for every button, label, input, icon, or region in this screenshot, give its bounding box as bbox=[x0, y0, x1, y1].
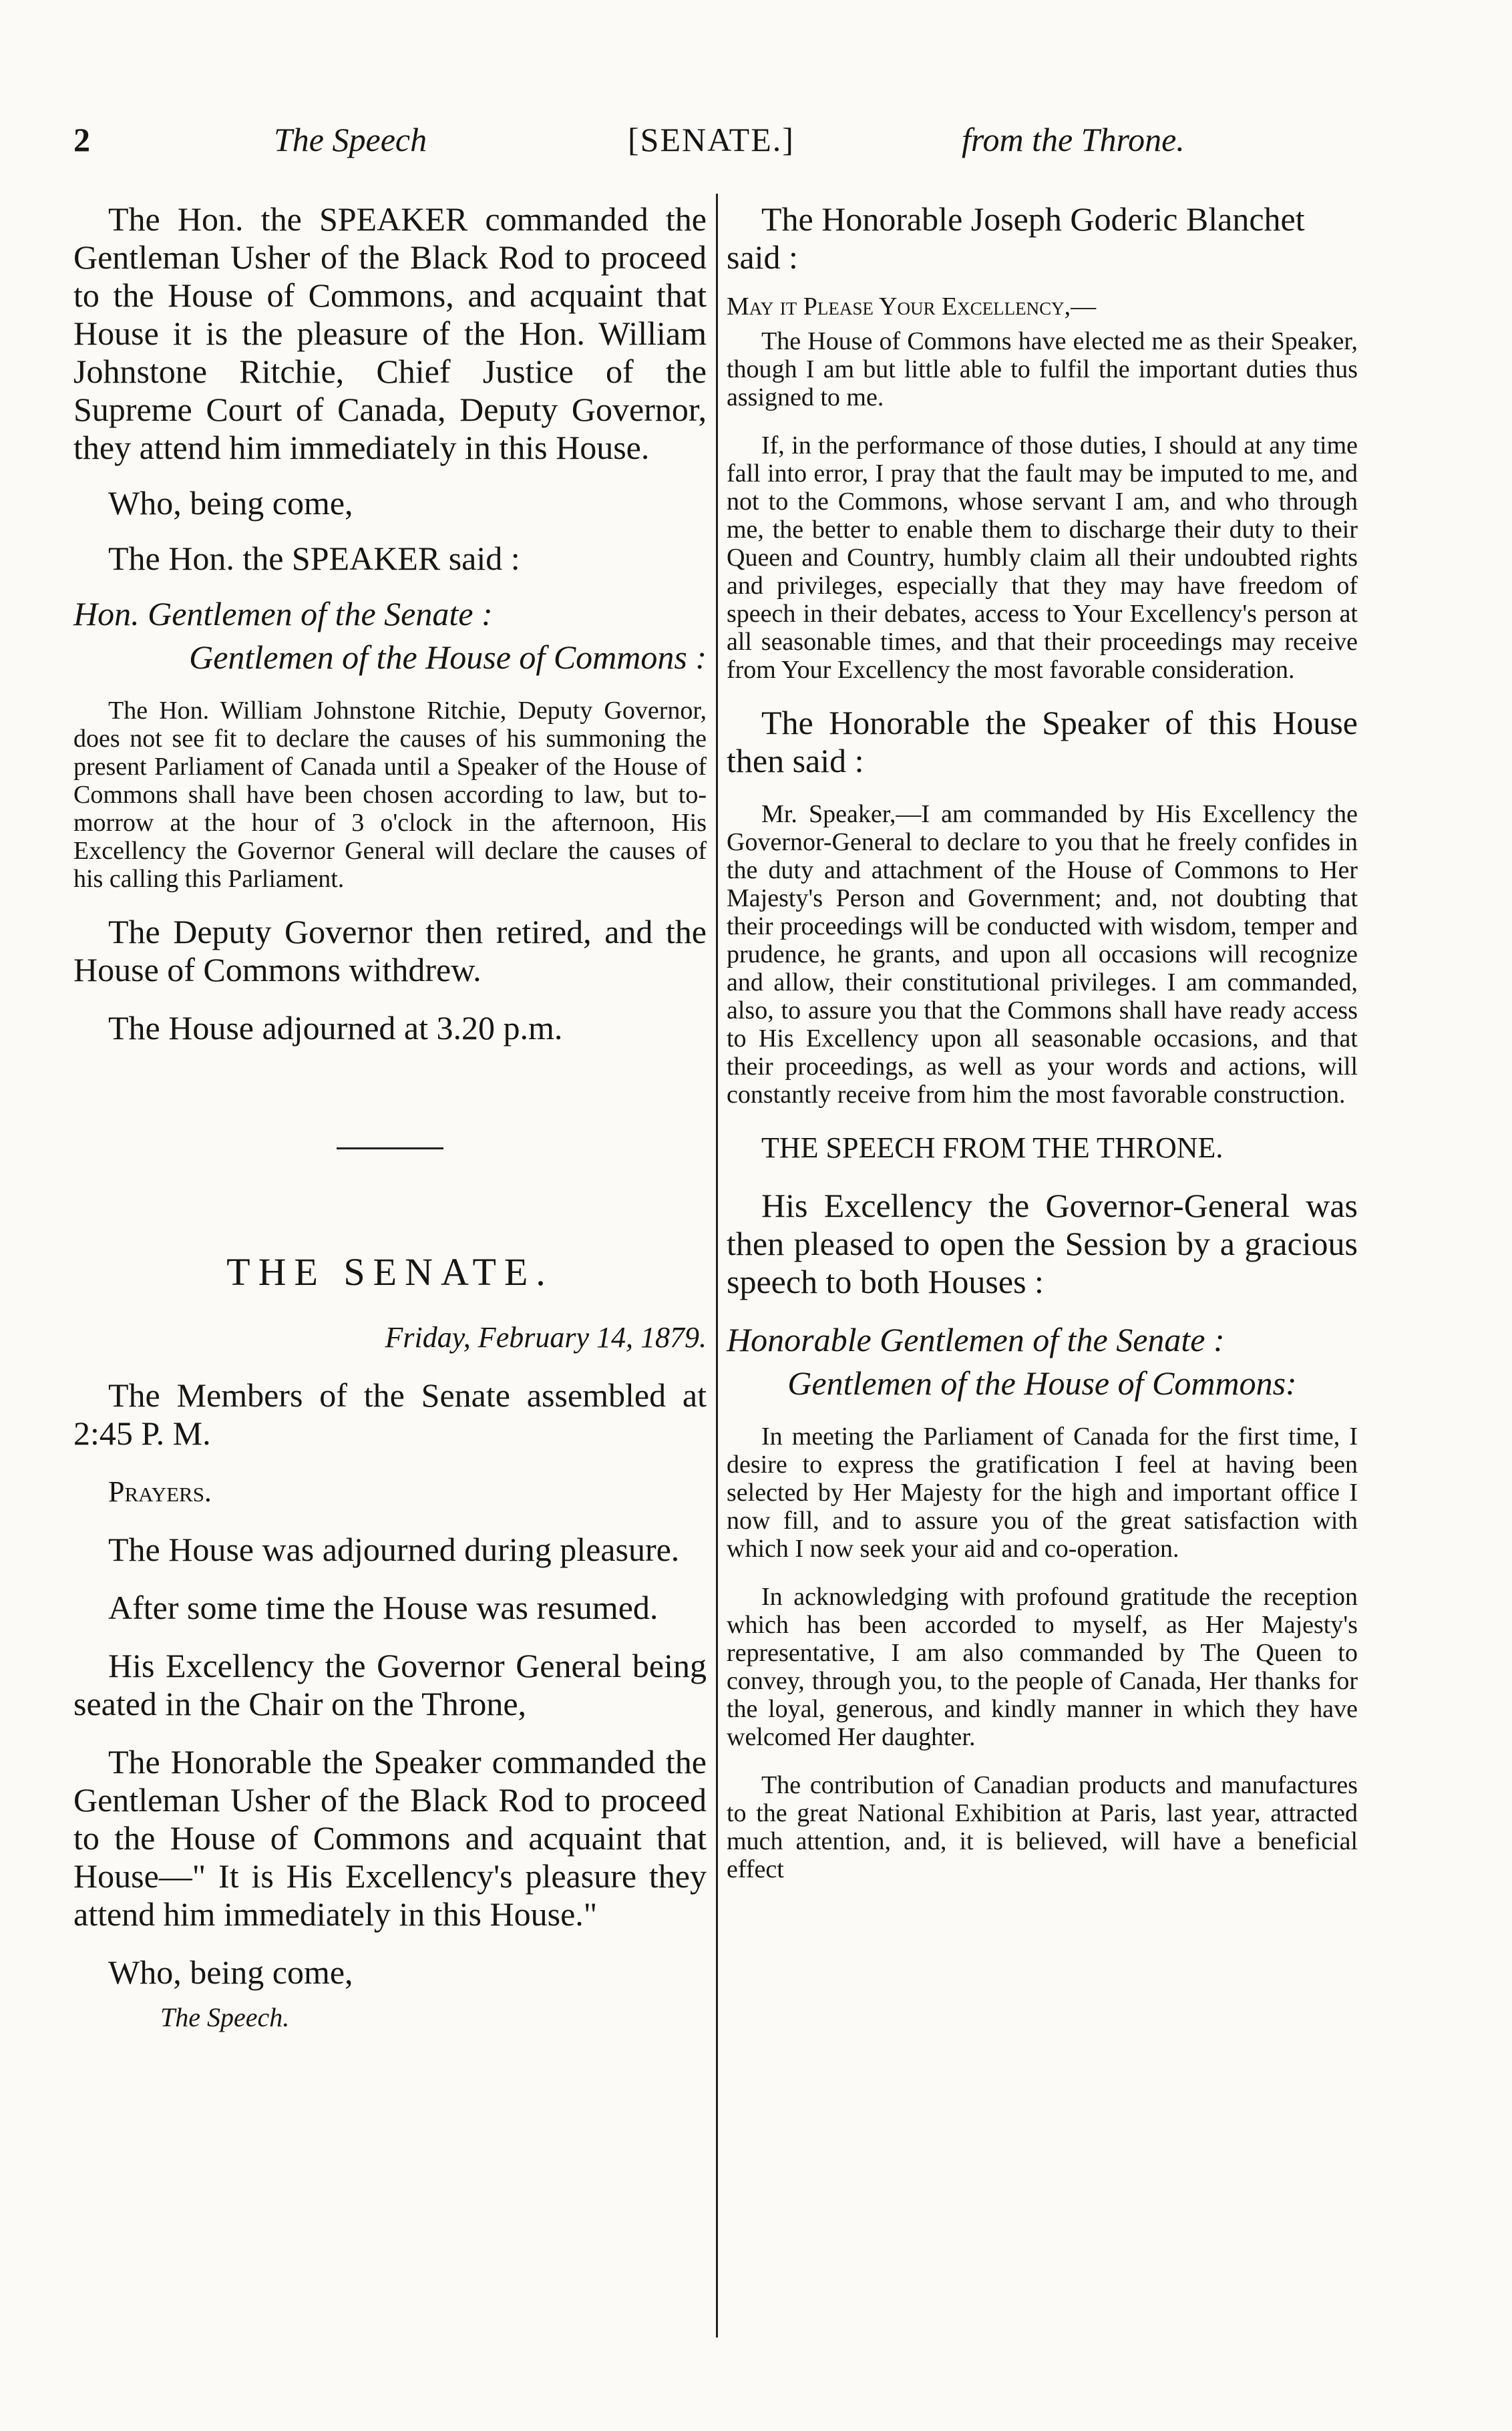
sitting-date: Friday, February 14, 1879. bbox=[385, 1321, 707, 1354]
page-number: 2 bbox=[73, 121, 90, 158]
speech-heading: THE SPEECH FROM THE THRONE. bbox=[761, 1131, 1223, 1164]
paragraph-speaker-then-said: The Honorable the Speaker of this House then said : bbox=[727, 704, 1358, 779]
salutation-commons: Gentlemen of the House of Commons : bbox=[189, 638, 707, 676]
paragraph-pleased-to-open: His Excellency the Governor-General was then pleased to open the Session by a gracious speech to both Houses : bbox=[727, 1187, 1358, 1300]
paragraph-who-being-come-2: Who, being come, bbox=[108, 1953, 353, 1991]
paragraph-members-assembled: The Members of the Senate assembled at 2:45 P. M. bbox=[73, 1376, 707, 1452]
address-excellency: May it Please Your Excellency,— bbox=[727, 293, 1097, 321]
running-head-right: from the Throne. bbox=[962, 121, 1185, 158]
speech-salutation-commons: Gentlemen of the House of Commons: bbox=[787, 1364, 1297, 1402]
paragraph-who-being-come: Who, being come, bbox=[108, 484, 353, 522]
paragraph-contribution: The contribution of Canadian products and manufactures to the great National Exhibition at Paris, last year, attracted much attention, and, it is believed, will have a beneficial effect bbox=[727, 1771, 1358, 1883]
paragraph-blanchet-said: The Honorable Joseph Goderic Blanchet said : bbox=[727, 200, 1305, 276]
running-head-left: The Speech bbox=[274, 121, 427, 158]
paragraph-speaker-commanded: The Hon. the SPEAKER commanded the Gentleman Usher of the Black Rod to proceed to the House of Commons, and acquaint that House it is the pleasure of the Hon. William Johnstone Ritchie, Chief Justice of the Supreme Court of Canada, Deputy Governor, they attend him immediately in this House. bbox=[73, 200, 707, 466]
paragraph-acknowledging: In acknowledging with profound gratitude the reception which has been accorded to myself, as Her Majesty's representative, I am also commanded by The Queen to convey, through you, to the people of Canada, Her thanks for the loyal, generous, and kindly manner in which they have welcomed Her daughter. bbox=[727, 1583, 1358, 1751]
paragraph-deputy-governor: The Hon. William Johnstone Ritchie, Deputy Governor, does not see fit to declare the causes of his summoning the present Parliament of Canada until a Speaker of the House of Commons shall have been chosen according to law, but to-morrow at the hour of 3 o'clock in the afternoon, His Excellency the Governor General will declare the causes of his calling this Parliament. bbox=[73, 697, 707, 893]
page-header bbox=[73, 120, 1217, 180]
salutation-senate: Hon. Gentlemen of the Senate : bbox=[73, 595, 493, 632]
left-column bbox=[73, 194, 707, 2036]
senate-heading: THE SENATE. bbox=[226, 1250, 554, 1294]
paragraph-governor-seated: His Excellency the Governor General being seated in the Chair on the Throne, bbox=[73, 1647, 707, 1722]
running-head-center: [SENATE.] bbox=[628, 121, 795, 158]
paragraph-speaker-commanded-2: The Honorable the Speaker commanded the Gentleman Usher of the Black Rod to proceed to the House of Commons and acquaint that House—" It is His Excellency's pleasure they attend him immediately in this House." bbox=[73, 1743, 707, 1933]
paragraph-resumed: After some time the House was resumed. bbox=[108, 1589, 658, 1626]
paragraph-meeting-parliament: In meeting the Parliament of Canada for the first time, I desire to express the gratification I feel at having been selected by Her Majesty for the high and important office I now fill, and to assure you of the great satisfaction with which I now seek your aid and co-operation. bbox=[727, 1423, 1358, 1563]
paragraph-performance-duties: If, in the performance of those duties, I should at any time fall into error, I pray that the fault may be imputed to me, and not to the Commons, whose servant I am, and who through me, the better to enable them to discharge their duty to their Queen and Country, humbly claim all their undoubted rights and privileges, especially that they may have freedom of speech in their debates, access to Your Excellency's person at all seasonable times, and that their proceedings may receive from Your Excellency the most favorable consideration. bbox=[727, 431, 1358, 684]
paragraph-mr-speaker: Mr. Speaker,—I am commanded by His Excellency the Governor-General to declare to you that he freely confides in the duty and attachment of the House of Commons to Her Majesty's Person and Government; and, not doubting that their proceedings will be conducted with wisdom, temper and prudence, he grants, and upon all occasions will recognize and allow, their constitutional privileges. I am commanded, also, to assure you that the Commons shall have ready access to His Excellency upon all seasonable occasions, and that their proceedings, as well as your words and actions, will constantly receive from him the most favorable construction. bbox=[727, 800, 1358, 1109]
prayers-heading: Prayers. bbox=[108, 1475, 212, 1508]
catchword: The Speech. bbox=[160, 2002, 290, 2032]
paragraph-elected-speaker: The House of Commons have elected me as their Speaker, though I am but little able to fulfil the important duties thus assigned to me. bbox=[727, 327, 1358, 411]
paragraph-speaker-said: The Hon. the SPEAKER said : bbox=[108, 540, 520, 577]
paragraph-deputy-retired: The Deputy Governor then retired, and the House of Commons withdrew. bbox=[73, 913, 707, 988]
speech-salutation-senate: Honorable Gentlemen of the Senate : bbox=[727, 1321, 1225, 1358]
column-divider bbox=[716, 194, 718, 2338]
paragraph-adjourned-pleasure: The House was adjourned during pleasure. bbox=[108, 1531, 680, 1568]
right-column bbox=[727, 194, 1358, 1883]
paragraph-adjourned: The House adjourned at 3.20 p.m. bbox=[108, 1009, 563, 1047]
